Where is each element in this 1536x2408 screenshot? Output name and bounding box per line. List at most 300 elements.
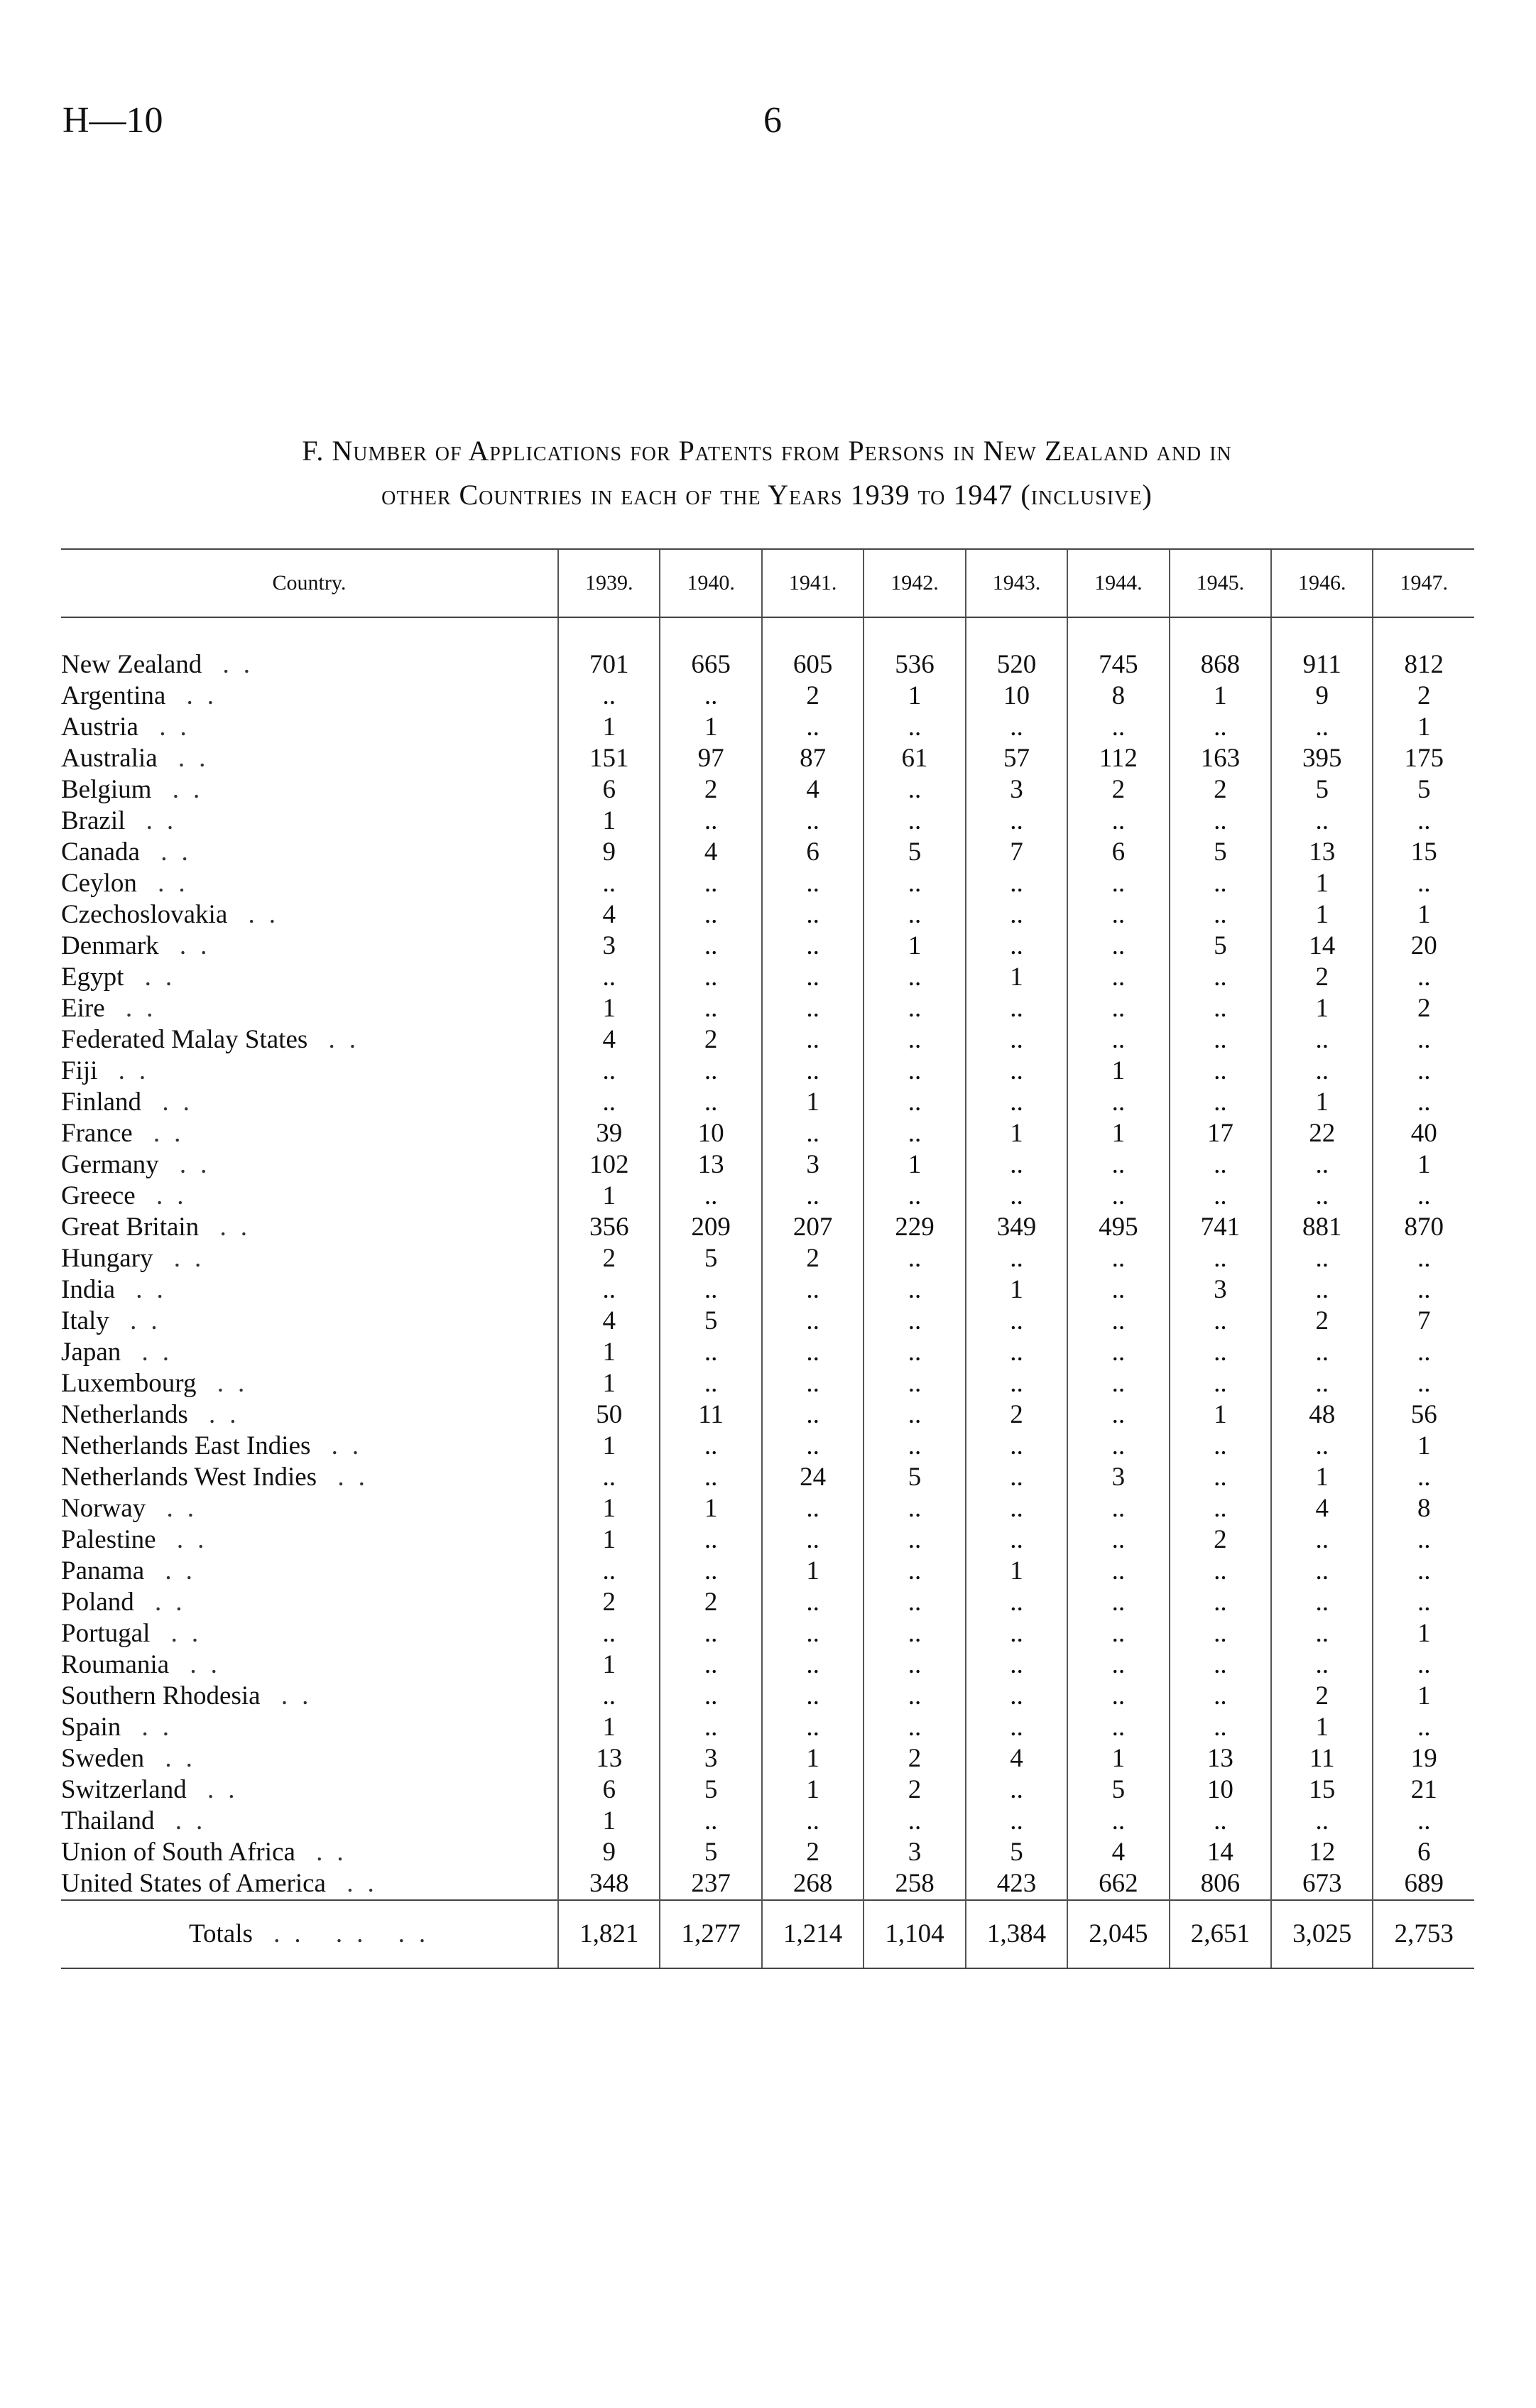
value-cell: .. [1067,1399,1169,1431]
value-cell: .. [966,1243,1067,1274]
value-cell: .. [966,899,1067,931]
value-cell: .. [864,1587,965,1618]
value-cell: 57 [966,743,1067,774]
value-cell: 5 [660,1306,761,1337]
year-column-header: 1945. [1170,549,1271,617]
value-cell: 2 [660,1587,761,1618]
table-row [61,1524,1474,1556]
value-cell: .. [762,712,864,743]
value-cell: .. [864,1118,965,1149]
table-row [61,1212,1474,1243]
value-cell: 10 [660,1118,761,1149]
value-cell: .. [864,1337,965,1368]
value-cell: .. [1170,1618,1271,1649]
total-cell: 2,045 [1067,1900,1169,1968]
value-cell: .. [558,1087,660,1118]
country-cell: Denmark .. [61,931,222,960]
table-row [61,1337,1474,1368]
value-cell: .. [864,993,965,1024]
value-cell: .. [1373,1712,1474,1743]
table-row [61,1306,1474,1337]
value-cell: .. [1067,899,1169,931]
value-cell: 2 [1271,962,1373,993]
value-cell: 4 [762,774,864,806]
table-row [61,712,1474,743]
value-cell: .. [762,993,864,1024]
value-cell: 13 [660,1149,761,1181]
value-cell: 2 [762,1243,864,1274]
value-cell: .. [1170,1243,1271,1274]
value-cell: 2 [660,774,761,806]
value-cell: 2 [864,1774,965,1806]
value-cell: .. [864,1806,965,1837]
value-cell: 1 [1067,1743,1169,1774]
value-cell: 1 [660,712,761,743]
table-header-row [61,549,1474,617]
value-cell: .. [864,1399,965,1431]
value-cell: 4 [558,1024,660,1056]
value-cell: 1 [762,1087,864,1118]
country-cell: Spain .. [61,1713,184,1742]
country-cell: Greece .. [61,1181,198,1210]
value-cell: .. [660,1524,761,1556]
table-row [61,1118,1474,1149]
value-cell: .. [966,1493,1067,1524]
value-cell: 5 [660,1837,761,1868]
country-cell: Sweden .. [61,1744,207,1773]
value-cell: .. [1373,962,1474,993]
country-cell: Canada .. [61,837,202,867]
value-cell: .. [660,1337,761,1368]
value-cell: 6 [558,774,660,806]
value-cell: 870 [1373,1212,1474,1243]
country-cell: Hungary .. [61,1244,216,1273]
value-cell: .. [966,1431,1067,1462]
value-cell: 11 [1271,1743,1373,1774]
value-cell: .. [762,1431,864,1462]
table-row [61,1587,1474,1618]
total-cell: 1,821 [558,1900,660,1968]
value-cell: .. [1373,1181,1474,1212]
table-row [61,931,1474,962]
value-cell: 15 [1271,1774,1373,1806]
value-cell: .. [1271,806,1373,837]
table-row [61,1149,1474,1181]
value-cell: 14 [1271,931,1373,962]
value-cell: 423 [966,1868,1067,1900]
value-cell: .. [966,1618,1067,1649]
value-cell: 20 [1373,931,1474,962]
value-cell: .. [558,962,660,993]
value-cell: 1 [966,962,1067,993]
value-cell: .. [1170,1337,1271,1368]
value-cell: .. [864,1618,965,1649]
value-cell: .. [1067,1368,1169,1399]
table-row [61,1368,1474,1399]
value-cell: 1 [558,1712,660,1743]
page-number: 6 [763,100,782,141]
value-cell: 163 [1170,743,1271,774]
value-cell: 10 [1170,1774,1271,1806]
value-cell: 112 [1067,743,1169,774]
value-cell: .. [966,1774,1067,1806]
value-cell: .. [1067,962,1169,993]
country-cell: Switzerland .. [61,1775,249,1804]
value-cell: 2 [864,1743,965,1774]
value-cell: 10 [966,680,1067,712]
value-cell: 14 [1170,1837,1271,1868]
country-cell: Germany .. [61,1150,222,1179]
value-cell: 3 [762,1149,864,1181]
total-cell: 2,651 [1170,1900,1271,1968]
value-cell: 868 [1170,617,1271,680]
value-cell: .. [1271,1806,1373,1837]
value-cell: .. [762,1024,864,1056]
value-cell: 4 [1067,1837,1169,1868]
table-row [61,1556,1474,1587]
country-cell: Palestine .. [61,1525,219,1554]
country-cell: Eire .. [61,994,168,1023]
value-cell: .. [1067,1493,1169,1524]
value-cell: .. [1170,1149,1271,1181]
country-cell: Portugal .. [61,1619,213,1648]
country-cell: Finland .. [61,1088,204,1117]
value-cell: .. [1067,1681,1169,1712]
value-cell: 6 [1373,1837,1474,1868]
country-cell: Luxembourg .. [61,1369,259,1398]
value-cell: .. [660,1462,761,1493]
value-cell: 9 [1271,680,1373,712]
table-row [61,1806,1474,1837]
value-cell: 1 [1373,1149,1474,1181]
value-cell: 911 [1271,617,1373,680]
value-cell: 207 [762,1212,864,1243]
value-cell: 1 [660,1493,761,1524]
value-cell: .. [966,712,1067,743]
value-cell: .. [660,1618,761,1649]
country-cell: Southern Rhodesia .. [61,1681,323,1710]
table-row [61,1618,1474,1649]
value-cell: .. [1067,1306,1169,1337]
value-cell: .. [762,1806,864,1837]
value-cell: 673 [1271,1868,1373,1900]
value-cell: .. [864,868,965,899]
value-cell: .. [864,1056,965,1087]
year-column-header: 1944. [1067,549,1169,617]
value-cell: 5 [660,1774,761,1806]
total-cell: 3,025 [1271,1900,1373,1968]
country-cell: Fiji .. [61,1056,160,1085]
value-cell: 3 [864,1837,965,1868]
value-cell: .. [1373,868,1474,899]
value-cell: 1 [1271,899,1373,931]
table-row [61,1462,1474,1493]
value-cell: 2 [966,1399,1067,1431]
country-cell: Ceylon .. [61,869,200,898]
value-cell: .. [966,1306,1067,1337]
value-cell: 356 [558,1212,660,1243]
value-cell: 2 [1373,680,1474,712]
value-cell: 22 [1271,1118,1373,1149]
value-cell: .. [762,868,864,899]
table-row [61,1743,1474,1774]
country-cell: France .. [61,1119,195,1148]
value-cell: .. [864,1681,965,1712]
value-cell: .. [966,1024,1067,1056]
value-cell: .. [1067,1149,1169,1181]
country-column-header: Country. [61,549,558,617]
value-cell: .. [1067,1274,1169,1306]
value-cell: .. [1067,1181,1169,1212]
value-cell: 4 [558,899,660,931]
country-cell: New Zealand .. [61,650,265,679]
value-cell: 9 [558,837,660,868]
table-row [61,680,1474,712]
value-cell: .. [1170,962,1271,993]
value-cell: 5 [966,1837,1067,1868]
value-cell: .. [1271,1556,1373,1587]
value-cell: .. [864,712,965,743]
value-cell: .. [1067,931,1169,962]
table-row [61,837,1474,868]
table-row [61,962,1474,993]
value-cell: 5 [1170,837,1271,868]
value-cell: 745 [1067,617,1169,680]
value-cell: .. [1170,1649,1271,1681]
value-cell: 3 [1170,1274,1271,1306]
country-cell: Italy .. [61,1306,172,1335]
value-cell: 1 [1271,1712,1373,1743]
value-cell: .. [1170,1181,1271,1212]
value-cell: .. [1067,1024,1169,1056]
value-cell: 2 [1373,993,1474,1024]
value-cell: 5 [864,1462,965,1493]
value-cell: 1 [558,1431,660,1462]
value-cell: 1 [558,1181,660,1212]
value-cell: .. [1067,1087,1169,1118]
value-cell: .. [1373,1587,1474,1618]
value-cell: .. [558,680,660,712]
year-column-header: 1943. [966,549,1067,617]
value-cell: 1 [1271,868,1373,899]
table-row [61,1024,1474,1056]
value-cell: 3 [558,931,660,962]
value-cell: .. [762,1118,864,1149]
value-cell: 8 [1373,1493,1474,1524]
value-cell: 5 [1373,774,1474,806]
value-cell: 2 [1271,1681,1373,1712]
country-cell: United States of America .. [61,1869,388,1898]
value-cell: 1 [1373,899,1474,931]
year-column-header: 1940. [660,549,761,617]
value-cell: .. [1067,1587,1169,1618]
value-cell: .. [1067,1712,1169,1743]
value-cell: .. [558,1056,660,1087]
value-cell: 1 [558,1337,660,1368]
total-cell: 1,277 [660,1900,761,1968]
value-cell: 1 [558,1806,660,1837]
value-cell: .. [1373,806,1474,837]
country-cell: Netherlands East Indies .. [61,1431,374,1460]
value-cell: 1 [1170,680,1271,712]
value-cell: 1 [1271,1462,1373,1493]
total-cell: 1,104 [864,1900,965,1968]
value-cell: .. [1271,712,1373,743]
value-cell: 50 [558,1399,660,1431]
value-cell: .. [966,1056,1067,1087]
value-cell: 662 [1067,1868,1169,1900]
value-cell: 7 [966,837,1067,868]
value-cell: 268 [762,1868,864,1900]
value-cell: .. [966,1337,1067,1368]
value-cell: .. [1271,1024,1373,1056]
table-row [61,1868,1474,1900]
value-cell: .. [660,680,761,712]
value-cell: 1 [762,1743,864,1774]
value-cell: 1 [1271,993,1373,1024]
country-cell: Great Britain .. [61,1213,261,1242]
value-cell: .. [1067,1618,1169,1649]
value-cell: 2 [762,680,864,712]
value-cell: .. [1373,1243,1474,1274]
value-cell: .. [1170,806,1271,837]
value-cell: 689 [1373,1868,1474,1900]
value-cell: .. [1170,712,1271,743]
value-cell: 4 [1271,1493,1373,1524]
value-cell: .. [1271,1524,1373,1556]
value-cell: 102 [558,1149,660,1181]
value-cell: 536 [864,617,965,680]
value-cell: 701 [558,617,660,680]
value-cell: 881 [1271,1212,1373,1243]
value-cell: .. [1170,1556,1271,1587]
table-row [61,899,1474,931]
value-cell: .. [1170,1587,1271,1618]
value-cell: .. [762,1056,864,1087]
value-cell: .. [966,1462,1067,1493]
value-cell: .. [558,868,660,899]
value-cell: 1 [1067,1118,1169,1149]
value-cell: .. [1170,1306,1271,1337]
value-cell: 258 [864,1868,965,1900]
value-cell: .. [1271,1149,1373,1181]
value-cell: .. [762,1368,864,1399]
table-row [61,1493,1474,1524]
table-row [61,743,1474,774]
value-cell: .. [1170,1431,1271,1462]
value-cell: .. [966,806,1067,837]
value-cell: .. [864,1649,965,1681]
value-cell: .. [762,1274,864,1306]
value-cell: .. [660,931,761,962]
value-cell: 7 [1373,1306,1474,1337]
value-cell: 1 [558,1649,660,1681]
value-cell: .. [1170,1087,1271,1118]
value-cell: 24 [762,1462,864,1493]
country-cell: Panama .. [61,1556,207,1585]
value-cell: .. [1067,806,1169,837]
value-cell: .. [1067,712,1169,743]
value-cell: 6 [1067,837,1169,868]
country-cell: Japan .. [61,1338,183,1367]
table-row [61,774,1474,806]
value-cell: .. [1271,1618,1373,1649]
value-cell: .. [966,1087,1067,1118]
value-cell: 48 [1271,1399,1373,1431]
country-cell: Australia .. [61,744,220,773]
value-cell: 1 [1271,1087,1373,1118]
value-cell: 61 [864,743,965,774]
table-row [61,1181,1474,1212]
totals-row [61,1900,1474,1968]
value-cell: .. [864,806,965,837]
value-cell: 1 [558,993,660,1024]
value-cell: 6 [558,1774,660,1806]
value-cell: 495 [1067,1212,1169,1243]
table-row [61,1681,1474,1712]
country-cell: Czechoslovakia .. [61,900,290,929]
table-row [61,1837,1474,1868]
value-cell: .. [660,1712,761,1743]
value-cell: .. [966,1649,1067,1681]
value-cell: 5 [1067,1774,1169,1806]
value-cell: 151 [558,743,660,774]
value-cell: 5 [1170,931,1271,962]
value-cell: .. [1170,868,1271,899]
value-cell: .. [966,1681,1067,1712]
value-cell: 2 [1170,1524,1271,1556]
value-cell: 1 [1373,1618,1474,1649]
value-cell: .. [660,1274,761,1306]
value-cell: 1 [1067,1056,1169,1087]
value-cell: 812 [1373,617,1474,680]
value-cell: .. [660,868,761,899]
value-cell: 12 [1271,1837,1373,1868]
value-cell: 13 [558,1743,660,1774]
value-cell: .. [966,1806,1067,1837]
value-cell: 1 [966,1118,1067,1149]
value-cell: .. [558,1556,660,1587]
value-cell: 5 [1271,774,1373,806]
value-cell: .. [1373,1556,1474,1587]
value-cell: .. [762,806,864,837]
value-cell: .. [966,1712,1067,1743]
table-title-line-1: F. Number of Applications for Patents from Persons in New Zealand and in [302,435,1232,467]
value-cell: 395 [1271,743,1373,774]
value-cell: 3 [660,1743,761,1774]
patent-applications-table [61,548,1474,1969]
value-cell: .. [1271,1368,1373,1399]
value-cell: 1 [966,1556,1067,1587]
value-cell: 2 [1067,774,1169,806]
value-cell: .. [660,1087,761,1118]
value-cell: .. [864,1274,965,1306]
value-cell: 806 [1170,1868,1271,1900]
value-cell: .. [1271,1431,1373,1462]
value-cell: .. [1170,1056,1271,1087]
value-cell: .. [762,1181,864,1212]
table-row [61,1243,1474,1274]
value-cell: .. [762,1712,864,1743]
table-row [61,1431,1474,1462]
value-cell: .. [864,1493,965,1524]
total-cell: 1,214 [762,1900,864,1968]
table-row [61,993,1474,1024]
value-cell: 1 [762,1556,864,1587]
country-cell: Federated Malay States .. [61,1025,371,1054]
year-column-header: 1939. [558,549,660,617]
value-cell: 4 [558,1306,660,1337]
